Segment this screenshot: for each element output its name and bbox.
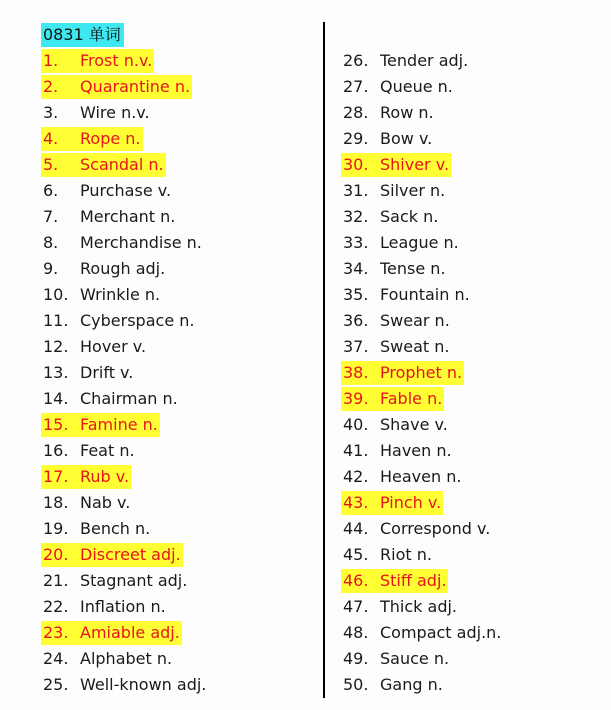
- column-divider: [323, 22, 325, 698]
- word-item-content: [41, 205, 177, 229]
- word-number: 5.: [43, 155, 59, 174]
- word-item-content: [41, 543, 183, 567]
- word-number: 24.: [43, 649, 69, 668]
- word-item-content: [41, 127, 143, 151]
- word-number: 43.: [343, 493, 369, 512]
- word-text: Nab v.: [80, 493, 131, 512]
- word-item-content: [41, 491, 132, 515]
- word-text: Riot n.: [380, 545, 432, 564]
- word-number: 12.: [43, 337, 69, 356]
- word-item-content: [341, 257, 448, 281]
- word-text: Compact adj.n.: [380, 623, 502, 642]
- word-text: Hover v.: [80, 337, 147, 356]
- word-item: [41, 282, 208, 308]
- word-text: Rub v.: [80, 467, 130, 486]
- word-item-highlighted: [41, 152, 208, 178]
- word-number: 28.: [343, 103, 369, 122]
- word-item: [341, 308, 503, 334]
- word-text: Shiver v.: [380, 155, 450, 174]
- word-text: Cyberspace n.: [80, 311, 195, 330]
- word-item-content: [41, 231, 204, 255]
- word-number: 35.: [343, 285, 369, 304]
- word-item-content: [341, 101, 436, 125]
- word-number: 21.: [43, 571, 69, 590]
- word-text: Thick adj.: [380, 597, 457, 616]
- word-item-content: [41, 517, 152, 541]
- word-item: [341, 516, 503, 542]
- word-number: 34.: [343, 259, 369, 278]
- word-item: [341, 620, 503, 646]
- word-number: 41.: [343, 441, 369, 460]
- word-item: [41, 594, 208, 620]
- word-number: 38.: [343, 363, 369, 382]
- word-text: Alphabet n.: [80, 649, 173, 668]
- word-number: 1.: [43, 51, 59, 70]
- word-text: Prophet n.: [380, 363, 463, 382]
- word-item: [41, 516, 208, 542]
- word-number: 27.: [343, 77, 369, 96]
- word-number: 25.: [43, 675, 69, 694]
- word-item: [341, 334, 503, 360]
- word-number: 18.: [43, 493, 69, 512]
- word-item-highlighted: [41, 412, 208, 438]
- word-item-content: [341, 49, 470, 73]
- word-item-content: [341, 595, 459, 619]
- word-item-content: [341, 127, 434, 151]
- word-number: 2.: [43, 77, 59, 96]
- word-text: Drift v.: [80, 363, 134, 382]
- word-item-highlighted: [341, 490, 503, 516]
- word-text: Quarantine n.: [80, 77, 191, 96]
- word-number: 47.: [343, 597, 369, 616]
- word-number: 48.: [343, 623, 369, 642]
- word-item-highlighted: [341, 386, 503, 412]
- word-item-content: [341, 465, 463, 489]
- word-text: Bow v.: [380, 129, 433, 148]
- word-text: Frost n.v.: [80, 51, 153, 70]
- word-number: 26.: [343, 51, 369, 70]
- word-item-content: [41, 621, 182, 645]
- word-item-content: [341, 335, 451, 359]
- word-text: Discreet adj.: [80, 545, 181, 564]
- word-item-highlighted: [41, 126, 208, 152]
- word-number: 45.: [343, 545, 369, 564]
- word-text: Stiff adj.: [380, 571, 447, 590]
- word-item-content: [341, 205, 440, 229]
- word-item-highlighted: [341, 152, 503, 178]
- word-item: [341, 230, 503, 256]
- word-number: 36.: [343, 311, 369, 330]
- word-item-content: [341, 491, 443, 515]
- word-item-content: [341, 413, 450, 437]
- word-number: 50.: [343, 675, 369, 694]
- word-item-content: [341, 517, 492, 541]
- word-item-content: [41, 413, 160, 437]
- word-text: Sauce n.: [380, 649, 450, 668]
- word-item-content: [341, 543, 434, 567]
- word-number: 23.: [43, 623, 69, 642]
- word-item: [41, 438, 208, 464]
- word-item: [41, 100, 208, 126]
- word-item: [341, 126, 503, 152]
- word-item-content: [341, 283, 472, 307]
- word-text: Inflation n.: [80, 597, 166, 616]
- word-item: [41, 334, 208, 360]
- word-item-content: [341, 387, 444, 411]
- word-number: 17.: [43, 467, 69, 486]
- word-number: 11.: [43, 311, 69, 330]
- word-item-content: [41, 439, 137, 463]
- word-item-content: [41, 49, 154, 73]
- word-item: [341, 412, 503, 438]
- word-text: Correspond v.: [380, 519, 491, 538]
- word-item-content: [341, 673, 445, 697]
- word-item-content: [341, 647, 451, 671]
- word-number: 20.: [43, 545, 69, 564]
- word-item-content: [41, 309, 196, 333]
- word-item-content: [41, 335, 148, 359]
- word-text: Pinch v.: [380, 493, 442, 512]
- word-item-content: [341, 179, 447, 203]
- word-text: Wire n.v.: [80, 103, 150, 122]
- word-number: 3.: [43, 103, 59, 122]
- word-item: [41, 178, 208, 204]
- word-item: [341, 464, 503, 490]
- word-text: Rope n.: [80, 129, 141, 148]
- word-number: 44.: [343, 519, 369, 538]
- word-item-content: [341, 621, 503, 645]
- word-number: 6.: [43, 181, 59, 200]
- word-text: Well-known adj.: [80, 675, 207, 694]
- word-number: 32.: [343, 207, 369, 226]
- word-item-content: [341, 153, 451, 177]
- word-item: [341, 204, 503, 230]
- word-list-left: [41, 48, 208, 698]
- word-item-content: [341, 569, 448, 593]
- word-item-content: [341, 309, 452, 333]
- word-item: [341, 542, 503, 568]
- word-text: League n.: [380, 233, 459, 252]
- word-text: Tense n.: [380, 259, 446, 278]
- word-number: 37.: [343, 337, 369, 356]
- word-item: [41, 490, 208, 516]
- word-number: 49.: [343, 649, 369, 668]
- word-number: 29.: [343, 129, 369, 148]
- word-item-highlighted: [41, 542, 208, 568]
- word-number: 33.: [343, 233, 369, 252]
- word-item-content: [41, 101, 152, 125]
- word-item: [41, 360, 208, 386]
- word-number: 16.: [43, 441, 69, 460]
- word-item: [41, 672, 208, 698]
- word-number: 30.: [343, 155, 369, 174]
- word-item-content: [41, 283, 162, 307]
- word-item-highlighted: [41, 620, 208, 646]
- word-number: 15.: [43, 415, 69, 434]
- word-text: Rough adj.: [80, 259, 166, 278]
- word-text: Gang n.: [380, 675, 443, 694]
- word-item-content: [41, 647, 174, 671]
- word-number: 9.: [43, 259, 59, 278]
- word-item-highlighted: [341, 568, 503, 594]
- word-item: [41, 230, 208, 256]
- word-text: Merchandise n.: [80, 233, 202, 252]
- word-number: 22.: [43, 597, 69, 616]
- word-text: Haven n.: [380, 441, 452, 460]
- word-text: Purchase v.: [80, 181, 172, 200]
- word-text: Shave v.: [380, 415, 448, 434]
- word-item: [41, 308, 208, 334]
- word-text: Queue n.: [380, 77, 453, 96]
- word-item-content: [41, 673, 208, 697]
- word-number: 19.: [43, 519, 69, 538]
- word-list-right: [341, 48, 503, 698]
- word-number: 7.: [43, 207, 59, 226]
- word-number: 31.: [343, 181, 369, 200]
- word-item: [341, 74, 503, 100]
- word-text: Fountain n.: [380, 285, 470, 304]
- word-item-content: [41, 153, 166, 177]
- word-text: Sweat n.: [380, 337, 450, 356]
- word-text: Famine n.: [80, 415, 158, 434]
- word-number: 10.: [43, 285, 69, 304]
- word-text: Bench n.: [80, 519, 151, 538]
- page-title: 0831 单词: [41, 23, 124, 47]
- word-item-highlighted: [41, 74, 208, 100]
- word-item-highlighted: [341, 360, 503, 386]
- word-item: [41, 386, 208, 412]
- word-text: Merchant n.: [80, 207, 176, 226]
- word-item-content: [341, 361, 464, 385]
- word-item-content: [41, 75, 192, 99]
- word-item-content: [41, 361, 135, 385]
- word-item-content: [341, 439, 454, 463]
- word-item: [341, 438, 503, 464]
- word-item: [341, 178, 503, 204]
- word-item-content: [41, 387, 180, 411]
- word-item: [341, 282, 503, 308]
- word-text: Scandal n.: [80, 155, 164, 174]
- word-item-highlighted: [41, 48, 208, 74]
- word-text: Chairman n.: [80, 389, 178, 408]
- word-text: Heaven n.: [380, 467, 462, 486]
- word-item: [41, 256, 208, 282]
- word-item: [41, 568, 208, 594]
- word-text: Swear n.: [380, 311, 450, 330]
- word-text: Wrinkle n.: [80, 285, 161, 304]
- word-item-content: [41, 179, 173, 203]
- word-number: 40.: [343, 415, 369, 434]
- word-number: 4.: [43, 129, 59, 148]
- word-item-content: [41, 595, 168, 619]
- word-item-highlighted: [41, 464, 208, 490]
- word-item: [341, 672, 503, 698]
- word-number: 39.: [343, 389, 369, 408]
- word-text: Sack n.: [380, 207, 439, 226]
- word-item: [341, 256, 503, 282]
- word-item-content: [41, 465, 131, 489]
- word-item: [341, 100, 503, 126]
- word-text: Amiable adj.: [80, 623, 180, 642]
- word-item-content: [341, 231, 461, 255]
- word-item-content: [41, 257, 167, 281]
- word-number: 8.: [43, 233, 59, 252]
- word-text: Feat n.: [80, 441, 135, 460]
- word-number: 13.: [43, 363, 69, 382]
- word-text: Fable n.: [380, 389, 443, 408]
- word-item: [41, 204, 208, 230]
- word-text: Tender adj.: [380, 51, 469, 70]
- word-text: Row n.: [380, 103, 434, 122]
- word-item-content: [341, 75, 455, 99]
- word-number: 14.: [43, 389, 69, 408]
- word-item: [341, 646, 503, 672]
- word-item: [41, 646, 208, 672]
- word-item-content: [41, 569, 189, 593]
- word-number: 42.: [343, 467, 369, 486]
- word-item: [341, 48, 503, 74]
- word-text: Silver n.: [380, 181, 446, 200]
- word-text: Stagnant adj.: [80, 571, 188, 590]
- word-item: [341, 594, 503, 620]
- word-number: 46.: [343, 571, 369, 590]
